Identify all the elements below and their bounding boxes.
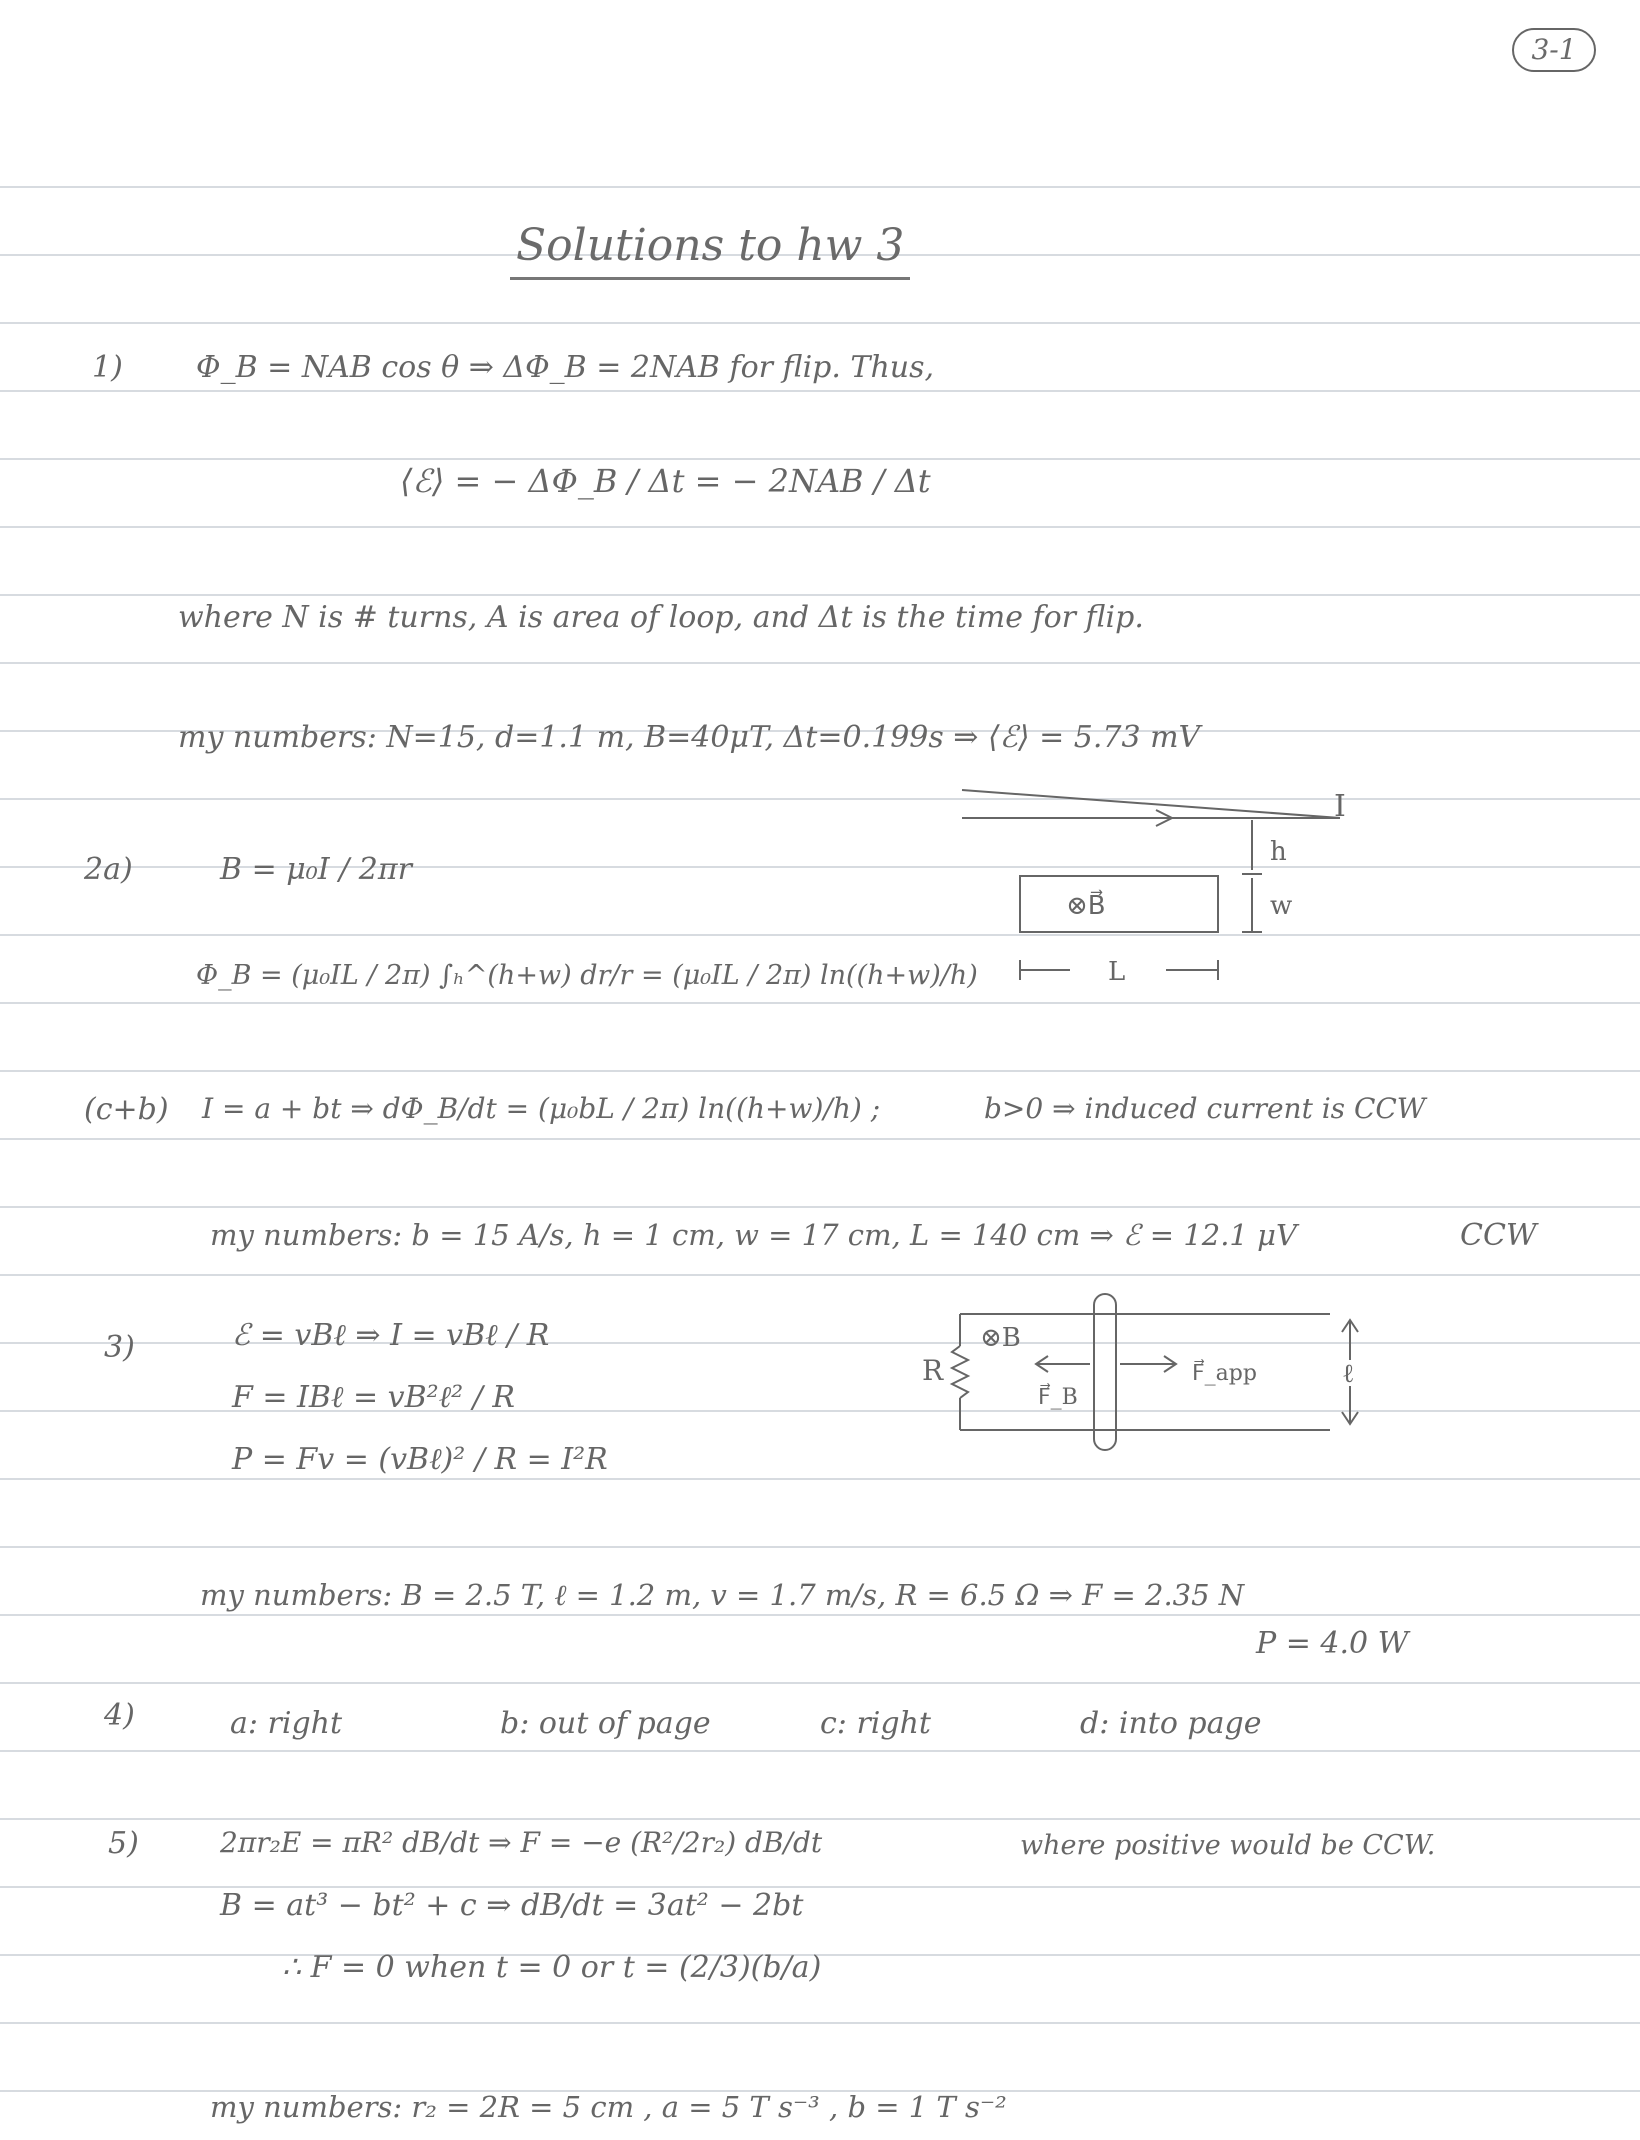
problem-2a-flux-line: Φ_B = (μ₀IL / 2π) ∫ₕ^(h+w) dr/r = (μ₀IL / 2π) ln((h+w)/h) xyxy=(196,960,978,991)
gap-h-label: h xyxy=(1270,837,1287,867)
problem-4-answer-a: a: right xyxy=(230,1706,343,1741)
problem-1-flux-line: Φ_B = NAB cos θ ⇒ ΔΦ_B = 2NAB for flip. Thus, xyxy=(196,350,935,385)
problem-3-numbers: my numbers: B = 2.5 T, ℓ = 1.2 m, v = 1.7 m/s, R = 6.5 Ω ⇒ F = 2.35 N xyxy=(200,1578,1245,1612)
length-l-label: L xyxy=(1108,957,1126,987)
problem-5-faraday-line: 2πr₂E = πR² dB/dt ⇒ F = −e (R²/2r₂) dB/dt xyxy=(220,1826,823,1859)
problem-4-answer-b: b: out of page xyxy=(500,1706,711,1741)
problem-3-force-line: F = IBℓ = vB²ℓ² / R xyxy=(232,1380,515,1415)
problem-4-answer-c: c: right xyxy=(820,1706,931,1741)
problem-4-label: 4) xyxy=(104,1698,135,1733)
resistor-label: R xyxy=(922,1354,944,1387)
problem-3-power-line: P = Fv = (vBℓ)² / R = I²R xyxy=(232,1442,608,1477)
problem-3-emf-line: ℰ = vBℓ ⇒ I = vBℓ / R xyxy=(232,1318,550,1353)
current-loop xyxy=(1020,876,1218,932)
problem-1-definitions: where N is # turns, A is area of loop, and Δt is the time for flip. xyxy=(178,600,1144,635)
page-number: 3-1 xyxy=(1512,28,1596,72)
problem-5-numbers: my numbers: r₂ = 2R = 5 cm , a = 5 T s⁻³ , b = 1 T s⁻² xyxy=(210,2090,1007,2124)
problem-2-numbers: my numbers: b = 15 A/s, h = 1 cm, w = 17 cm, L = 140 cm ⇒ ℰ = 12.1 μV xyxy=(210,1218,1297,1252)
problem-1-emf-line: ⟨ℰ⟩ = − ΔΦ_B / Δt = − 2NAB / Δt xyxy=(400,462,931,500)
problem-5-zero-line: ∴ F = 0 when t = 0 or t = (2/3)(b/a) xyxy=(282,1950,822,1985)
problem-2cb-label: (c+b) xyxy=(84,1092,169,1127)
problem-3-label: 3) xyxy=(104,1330,135,1365)
problem-2a-field-line: B = μ₀I / 2πr xyxy=(220,852,412,887)
page-title: Solutions to hw 3 xyxy=(510,220,910,280)
problem-1-numbers: my numbers: N=15, d=1.1 m, B=40μT, Δt=0.199s ⇒ ⟨ℰ⟩ = 5.73 mV xyxy=(178,720,1201,755)
problem-2-loop-diagram xyxy=(950,790,1390,1000)
problem-5-sign-note: where positive would be CCW. xyxy=(1020,1830,1436,1861)
applied-force-label: F⃗_app xyxy=(1192,1361,1257,1386)
rail-field-label: ⊗B xyxy=(980,1323,1021,1353)
problem-2-numbers-direction: CCW xyxy=(1460,1218,1537,1253)
current-label: I xyxy=(1334,789,1346,824)
resistor-icon xyxy=(952,1346,968,1398)
problem-4-answer-d: d: into page xyxy=(1080,1706,1262,1741)
rail-length-label: ℓ xyxy=(1342,1359,1355,1389)
problem-2cb-direction-note: b>0 ⇒ induced current is CCW xyxy=(984,1092,1426,1125)
loop-field-label: ⊗B⃗ xyxy=(1066,891,1106,921)
sliding-bar xyxy=(1094,1294,1116,1450)
width-w-label: w xyxy=(1270,891,1293,921)
problem-5-field-line: B = at³ − bt² + c ⇒ dB/dt = 3at² − 2bt xyxy=(220,1888,804,1923)
problem-3-power-result: P = 4.0 W xyxy=(1256,1626,1409,1661)
magnetic-force-label: F⃗_B xyxy=(1038,1385,1078,1410)
problem-2cb-emf-line: I = a + bt ⇒ dΦ_B/dt = (μ₀bL / 2π) ln((h+w)/h) ; xyxy=(202,1092,881,1125)
problem-5-label: 5) xyxy=(108,1826,139,1861)
problem-2a-label: 2a) xyxy=(84,852,133,887)
problem-1-label: 1) xyxy=(92,350,123,385)
problem-3-rail-diagram xyxy=(900,1280,1380,1460)
